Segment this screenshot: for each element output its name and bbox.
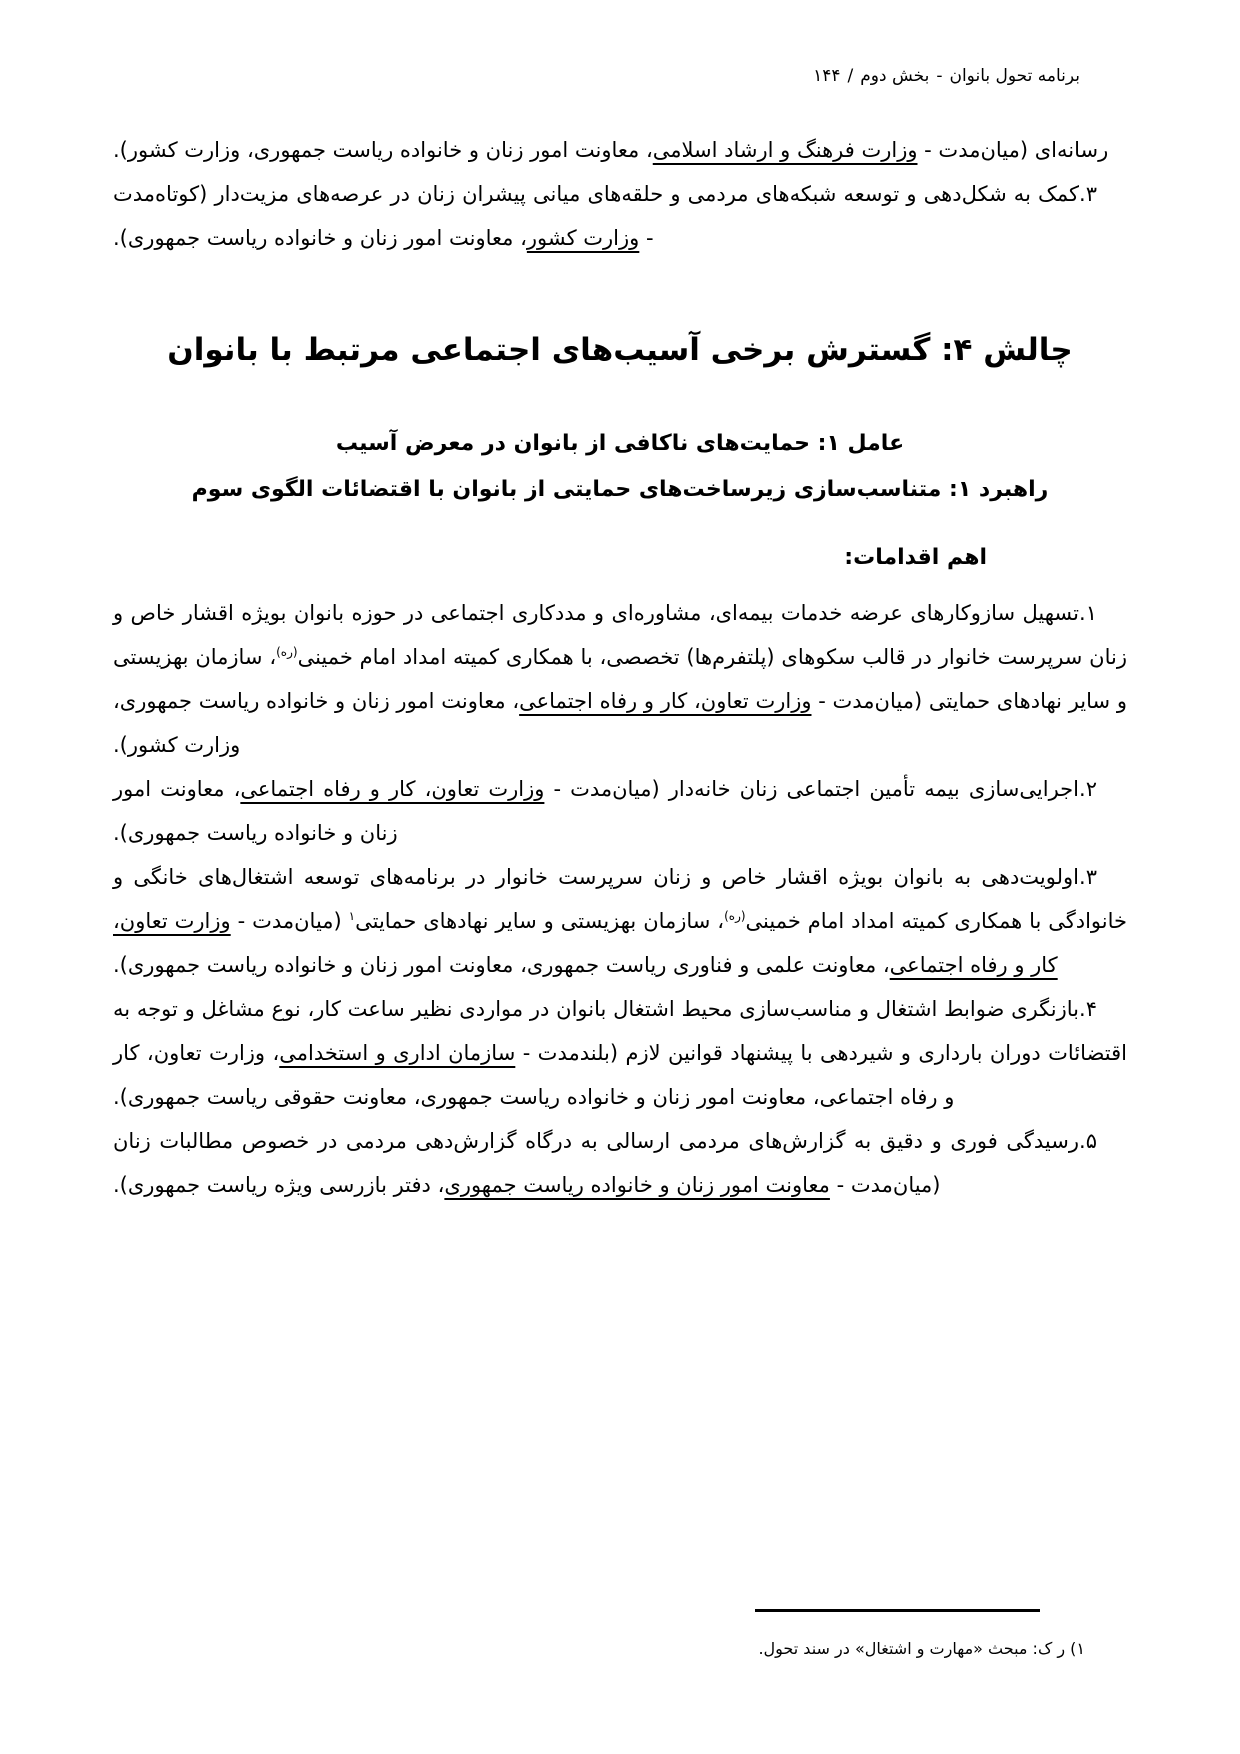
item-marker: ۳. [1079,865,1097,889]
text-run: ، معاونت امور زنان و خانواده ریاست جمهوری، وزارت کشور). [113,138,653,162]
footnote: ۱) ر ک: مبحث «مهارت و اشتغال» در سند تحول. [758,1639,1085,1658]
text-run: ، سازمان بهزیستی و سایر نهادهای حمایتی [355,909,725,933]
text-run: ، وزارت تعاون، کار و رفاه اجتماعی، معاونت امور زنان و خانواده ریاست جمهوری، معاونت حقوقی ریاست جمهوری). [113,1041,955,1109]
underlined-organization: وزارت تعاون، کار و رفاه اجتماعی [519,689,812,713]
list-item [113,172,1127,260]
underlined-organization: سازمان اداری و استخدامی [279,1041,516,1065]
strategy-heading: راهبرد ۱: متناسب‌سازی زیرساخت‌های حمایتی از بانوان با اقتضائات الگوی سوم [191,477,1049,502]
text-run: ، معاونت امور زنان و خانواده ریاست جمهوری، وزارت کشور). [113,689,520,757]
paragraph-continuation [113,128,1127,172]
underlined-organization: وزارت فرهنگ و ارشاد اسلامی [652,138,918,162]
running-header [113,66,1080,86]
header-separator: / [847,66,854,86]
underlined-organization: وزارت تعاون، کار و رفاه اجتماعی [113,909,1058,977]
list-item [113,855,1127,987]
text-run: کمک به شکل‌دهی و توسعه شبکه‌های مردمی و حلقه‌های میانی پیشران زنان در عرصه‌های مزیت‌دار (کوتاه‌مدت - [113,182,1079,250]
underlined-organization: وزارت کشور [526,226,640,250]
text-run: ، معاونت امور زنان و خانواده ریاست جمهوری). [113,226,527,250]
item-text [113,997,1127,1109]
item-text [113,182,1079,250]
page-number: ۱۴۴ [813,66,841,86]
text-run: ، سازمان بهزیستی و سایر نهادهای حمایتی (میان‌مدت - [113,645,1128,713]
item-marker: ۳. [1079,182,1097,206]
actions-list [113,591,1127,1207]
list-item [113,1119,1127,1207]
text-run: تسهیل سازوکارهای عرضه خدمات بیمه‌ای، مشاوره‌ای و مددکاری اجتماعی در حوزه بانوان بویژه اقشار خاص و زنان سرپرست خانوار در قالب سکوهای (پلتفرم‌ها) تخصصی، با همکاری کمیته امداد امام خمینی [113,601,1127,669]
list-item [113,767,1127,855]
item-text [113,1129,1079,1197]
text-run: رسیدگی فوری و دقیق به گزارش‌های مردمی ارسالی به درگاه گزارش‌دهی مردمی در خصوص مطالبات زنان (میان‌مدت - [113,1129,1079,1197]
actions-label: اهم اقدامات: [844,545,987,570]
text-run: ، معاونت امور زنان و خانواده ریاست جمهوری). [113,777,398,845]
footnote-ref-superscript: ۱ [348,909,356,923]
header-dash: - [936,66,943,86]
underlined-organization: وزارت تعاون، کار و رفاه اجتماعی [240,777,545,801]
footnote-ref-superscript: (ره) [276,645,298,659]
item-marker: ۵. [1079,1129,1097,1153]
list-item [113,591,1127,767]
item-text [113,601,1127,757]
list-item [113,987,1127,1119]
underlined-organization: معاونت امور زنان و خانواده ریاست جمهوری [444,1173,830,1197]
item-marker: ۴. [1079,997,1097,1021]
text-run: اولویت‌دهی به بانوان بویژه اقشار خاص و زنان سرپرست خانوار در برنامه‌های توسعه اشتغال‌های خانگی و خانوادگی با همکاری کمیته امداد امام خمینی [113,865,1127,933]
carryover-section [113,128,1127,260]
header-book-title: برنامه تحول بانوان [949,66,1080,86]
text-run: اجرایی‌سازی بیمه تأمین اجتماعی زنان خانه‌دار (میان‌مدت - [544,777,1079,801]
header-section-label: بخش دوم [860,66,930,86]
item-marker: ۱. [1079,601,1097,625]
item-text [113,777,1079,845]
footnote-ref-superscript: (ره) [724,909,746,923]
item-text [113,865,1127,977]
factor-heading: عامل ۱: حمایت‌های ناکافی از بانوان در معرض آسیب [335,431,905,456]
text-run: بازنگری ضوابط اشتغال و مناسب‌سازی محیط اشتغال بانوان در مواردی نظیر ساعت کار، نوع مشاغل و توجه به اقتضائات دوران بارداری و شیردهی با پیشنهاد قوانین لازم (بلندمدت - [113,997,1127,1065]
text-run: (میان‌مدت - [230,909,349,933]
item-marker: ۲. [1079,777,1097,801]
text-run: رسانه‌ای (میان‌مدت - [917,138,1109,162]
footnote-separator-rule [755,1609,1040,1612]
text-run: ، دفتر بازرسی ویژه ریاست جمهوری). [113,1173,445,1197]
challenge-title: چالش ۴: گسترش برخی آسیب‌های اجتماعی مرتبط با بانوان [167,332,1073,368]
text-run: ، معاونت علمی و فناوری ریاست جمهوری، معاونت امور زنان و خانواده ریاست جمهوری). [113,953,890,977]
